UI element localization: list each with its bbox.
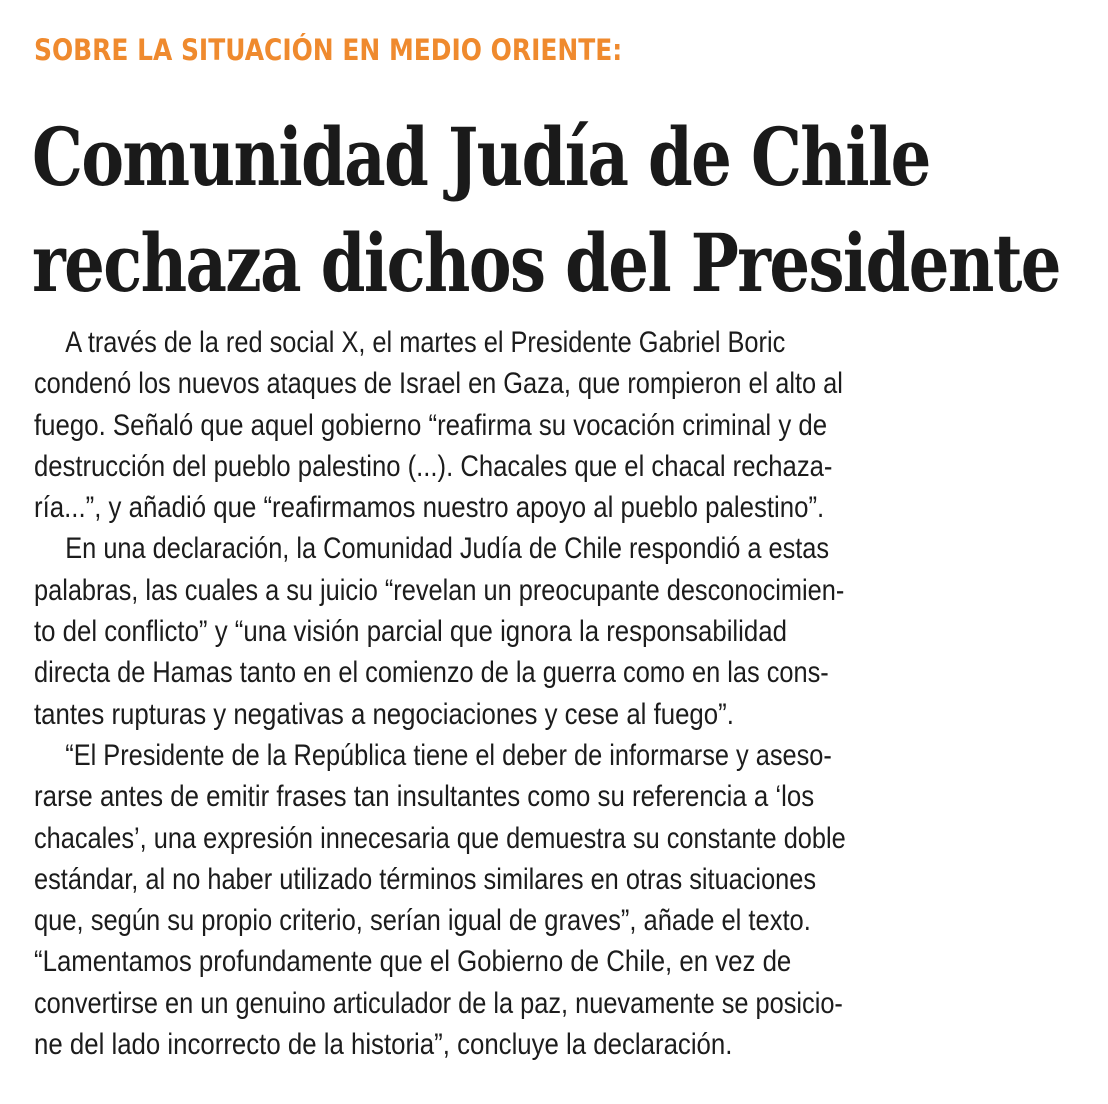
headline-line-1: Comunidad Judía de Chile [32,110,930,204]
article-body [34,322,1082,1065]
body-line: convertirse en un genuino articulador de la paz, nuevamente se posicio- [34,986,843,1020]
body-line: que, según su propio criterio, serían igual de graves”, añade el texto. [34,904,811,938]
body-line: fuego. Señaló que aquel gobierno “reafirma su vocación criminal y de [34,408,828,442]
body-line: to del conflicto” y “una visión parcial que ignora la responsabilidad [34,615,787,649]
body-line: ría...”, y añadió que “reafirmamos nuestro apoyo al pueblo palestino”. [34,491,825,525]
article-kicker: SOBRE LA SITUACIÓN EN MEDIO ORIENTE: [34,33,623,67]
body-line: En una declaración, la Comunidad Judía de Chile respondió a estas [65,532,830,566]
body-line: A través de la red social X, el martes el Presidente Gabriel Boric [65,326,786,359]
body-line: destrucción del pueblo palestino (...). Chacales que el chacal rechaza- [34,449,833,483]
body-line: ne del lado incorrecto de la historia”, concluye la declaración. [34,1028,733,1062]
body-line: rarse antes de emitir frases tan insultantes como su referencia a ‘los [34,780,815,814]
body-line: palabras, las cuales a su juicio “revelan un preocupante desconocimien- [34,573,845,607]
body-line: tantes rupturas y negativas a negociaciones y cese al fuego”. [34,697,734,731]
article-headline [32,104,1108,316]
body-line: “Lamentamos profundamente que el Gobierno de Chile, en vez de [34,945,792,979]
body-line: chacales’, una expresión innecesaria que demuestra su constante doble [34,821,846,855]
body-line: “El Presidente de la República tiene el deber de informarse y aseso- [65,738,832,772]
headline-line-2: rechaza dichos del Presidente [32,216,1060,310]
body-line: directa de Hamas tanto en el comienzo de la guerra como en las cons- [34,656,829,690]
body-line: condenó los nuevos ataques de Israel en Gaza, que rompieron el alto al [34,367,843,401]
body-line: estándar, al no haber utilizado términos similares en otras situaciones [34,862,817,896]
